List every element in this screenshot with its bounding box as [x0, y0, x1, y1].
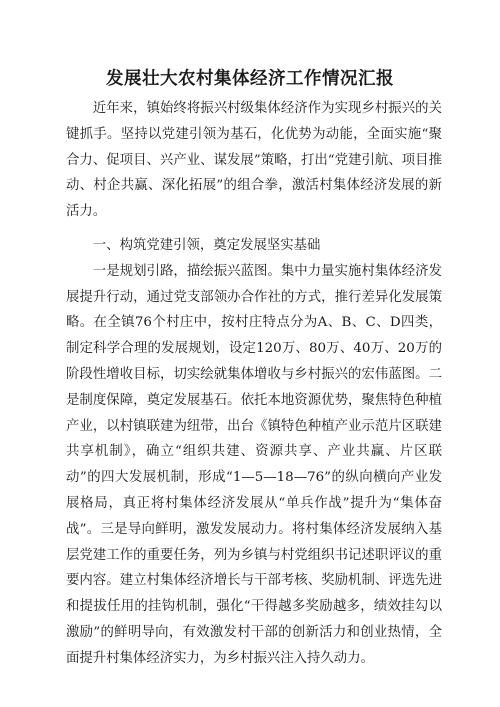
section-heading: 一、构筑党建引领，奠定发展坚实基础	[92, 237, 321, 253]
document-body	[66, 96, 442, 672]
intro-paragraph: 近年来，镇始终将振兴村级集体经济作为实现乡村振兴的关键抓手。坚持以党建引领为基石，化优势为动能，全面实施“聚合力、促项目、兴产业、谋发展”策略，打出“党建引航、项目推动、村企共赢、深化拓展”的组合拳，激活村集体经济发展的新活力。	[66, 101, 442, 220]
document-title: 发展壮大农村集体经济工作情况汇报	[106, 69, 394, 89]
section-paragraph: 一是规划引路，描绘振兴蓝图。集中力量实施村集体经济发展提升行动，通过党支部领办合作社的方式，推行差异化发展策略。在全镇76个村庄中，按村庄特点分为A、B、C、D四类，制定科学合理的发展规划，设定120万、80万、40万、20万的阶段性增收目标，切实绘就集体增收与乡村振兴的宏伟蓝图。二是制度保障，奠定发展基石。依托本地资源优势，聚焦特色种植产业，以村镇联建为纽带，出台《镇特色种植产业示范片区联建共享机制》，确立“组织共建、资源共享、产业共赢、片区联动”的四大发展机制，形成“1—5—18—76”的纵向横向产业发展格局，真正将村集体经济发展从“单兵作战”提升为“集体奋战”。三是导向鲜明，激发发展动力。将村集体经济发展纳入基层党建工作的重要任务，列为乡镇与村党组织书记述职评议的重要内容。建立村集体经济增长与干部考核、奖励机制、评选先进和提拔任用的挂钩机制，强化“干得越多奖励越多，绩效挂勾以激励”的鲜明导向，有效激发村干部的创新活力和创业热情，全面提升村集体经济实力，为乡村振兴注入持久动力。	[66, 263, 442, 666]
